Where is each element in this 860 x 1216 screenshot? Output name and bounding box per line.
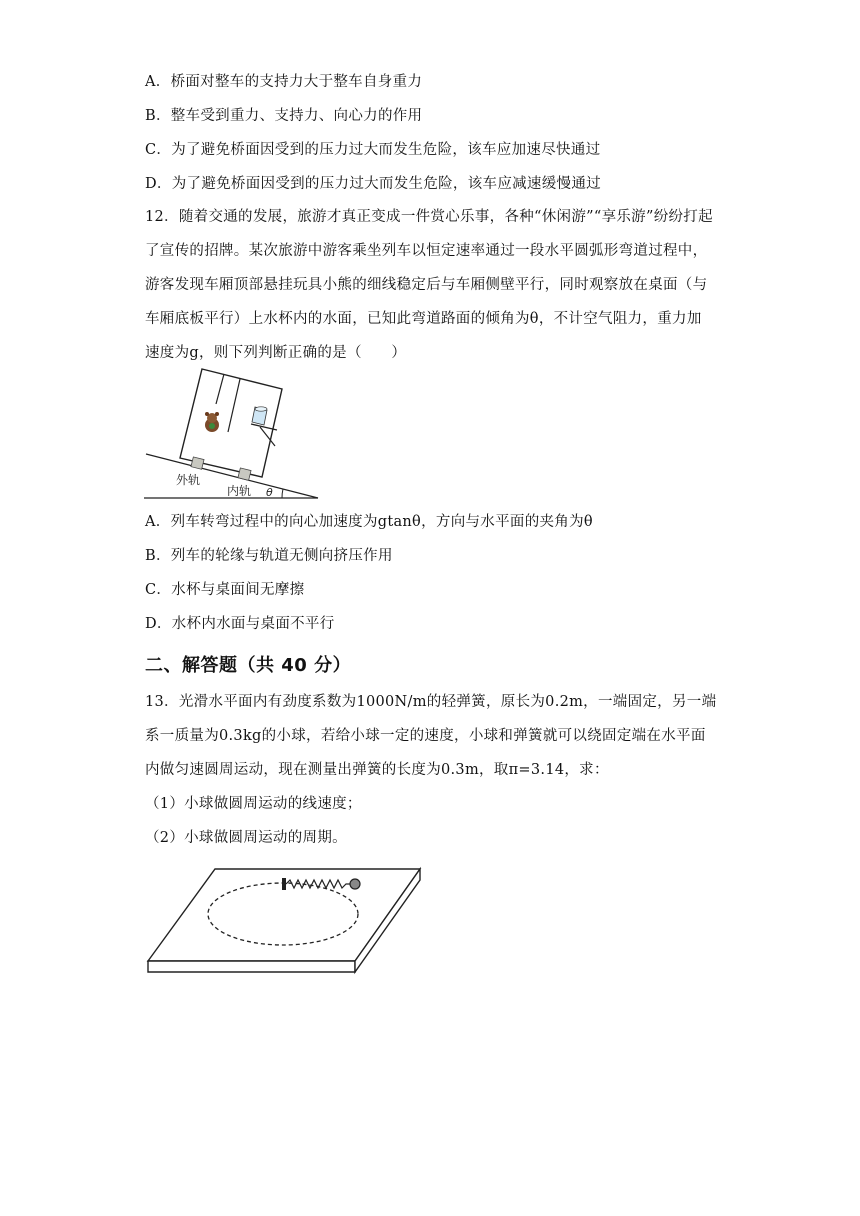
q12-stem-line-3: 游客发现车厢顶部悬挂玩具小熊的细线稳定后与车厢侧壁平行，同时观察放在桌面（与 [145,277,708,293]
outer-wheel [191,457,204,469]
q13-sub-question-2: （2）小球做圆周运动的周期。 [145,830,347,846]
section-2-title: 二、解答题（共 40 分） [145,655,352,676]
angle-label: θ [266,486,273,499]
q13-stem-line-1: 13．光滑水平面内有劲度系数为1000N/m的轻弹簧，原长为0.2m，一端固定，另一端 [145,694,717,710]
inner-rail-label: 内轨 [227,484,252,498]
q13-spring-figure [145,864,430,979]
outer-rail-label: 外轨 [176,473,201,487]
q12-stem-line-4: 车厢底板平行）上水杯内的水面，已知此弯道路面的倾角为θ，不计空气阻力，重力加 [145,311,702,327]
plane-front [148,961,355,972]
water-cup-icon [252,407,267,425]
bear-toy-icon [205,412,219,432]
q12-option-b: B．列车的轮缘与轨道无侧向挤压作用 [145,548,393,564]
q12-option-c: C．水杯与桌面间无摩擦 [145,582,305,598]
q12-stem-line-5: 速度为g，则下列判断正确的是（ ） [145,345,407,361]
q11-option-b: B．整车受到重力、支持力、向心力的作用 [145,108,423,124]
fixed-end [282,878,286,890]
q13-stem-line-2: 系一质量为0.3kg的小球，若给小球一定的速度，小球和弹簧就可以绕固定端在水平面 [145,728,706,744]
q13-stem-line-3: 内做匀速圆周运动，现在测量出弹簧的长度为0.3m，取π=3.14，求： [145,762,609,778]
q12-option-d: D．水杯内水面与桌面不平行 [145,616,335,632]
q11-option-a: A．桥面对整车的支持力大于整车自身重力 [145,74,423,90]
q13-sub-question-1: （1）小球做圆周运动的线速度； [145,796,362,812]
q12-stem-line-2: 了宣传的招牌。某次旅游中游客乘坐列车以恒定速率通过一段水平圆弧形弯道过程中， [145,243,708,259]
q12-train-figure [140,366,325,506]
angle-arc [282,489,283,498]
q11-option-c: C．为了避免桥面因受到的压力过大而发生危险，该车应加速尽快通过 [145,142,601,158]
q12-stem-line-1: 12．随着交通的发展，旅游才真正变成一件赏心乐事，各种“休闲游”“享乐游”纷纷打起 [145,209,713,225]
q11-option-d: D．为了避免桥面因受到的压力过大而发生危险，该车应减速缓慢通过 [145,176,601,192]
inner-wheel [238,468,251,480]
q12-option-a: A．列车转弯过程中的向心加速度为gtanθ，方向与水平面的夹角为θ [145,514,593,530]
ball [350,879,360,889]
